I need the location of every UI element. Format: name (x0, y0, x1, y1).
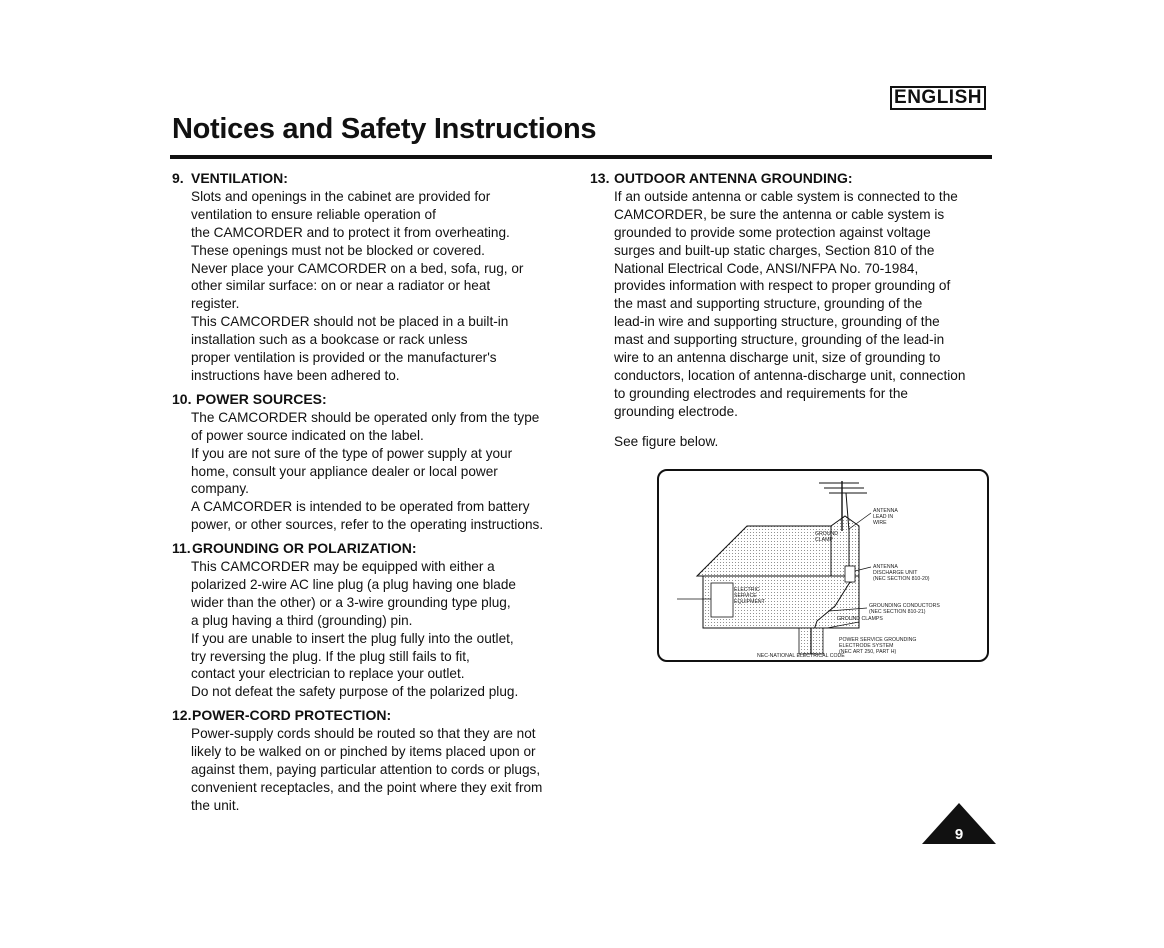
section-title: GROUNDING OR POLARIZATION: (192, 540, 417, 557)
svg-text:ANTENNADISCHARGE UNIT(NEC SECT (873, 564, 930, 582)
label-grounding-conductors: GROUNDING CONDUCTORS (869, 603, 940, 609)
section-number: 13. (590, 170, 610, 186)
section-number: 11. (172, 540, 191, 557)
antenna-grounding-figure (657, 469, 989, 662)
section-number: 9. (172, 170, 184, 186)
section-number: 12. (172, 707, 192, 724)
label-clamp: CLAMP (815, 537, 833, 543)
section-outdoor-antenna-grounding (590, 170, 992, 421)
page-number: 9 (954, 826, 964, 843)
section-power-sources (172, 391, 572, 534)
section-heading (172, 391, 572, 409)
section-body: This CAMCORDER may be equipped with either a polarized 2-wire AC line plug (a plug having one blade wider than the other) or a 3-wire grounding type plug, a plug having a third (grounding) pin. If you are unable to insert the plug fully into the outlet, try reversing the plug. If the plug still fails to fit, contact your electrician to replace your outlet. Do not defeat the safety purpose of the polarized plug. (191, 559, 519, 700)
label-lead-in: LEAD IN (873, 514, 894, 520)
title-rule (170, 155, 992, 159)
discharge-unit (845, 566, 855, 582)
label-wire: WIRE (873, 520, 887, 526)
label-nec-art-250: (NEC ART 250, PART H) (839, 649, 897, 655)
label-discharge-unit: DISCHARGE UNIT (873, 570, 918, 576)
page-title: Notices and Safety Instructions (172, 113, 597, 145)
section-heading (172, 540, 572, 558)
left-column (172, 170, 572, 821)
label-electric: ELECTRIC (734, 587, 760, 593)
section-title: VENTILATION: (191, 170, 288, 186)
section-title: POWER SOURCES: (196, 390, 327, 407)
section-title: OUTDOOR ANTENNA GROUNDING: (614, 170, 853, 186)
section-grounding-polarization (172, 540, 572, 701)
section-ventilation (172, 170, 572, 385)
section-body: Power-supply cords should be routed so that they are not likely to be walked on or pinched by items placed upon or against them, paying particular attention to cords or plugs, convenient receptacles, and the point where they exit from the unit. (191, 726, 543, 813)
page-number-marker (922, 803, 996, 844)
section-body: Slots and openings in the cabinet are provided for ventilation to ensure reliable operation of the CAMCORDER and to protect it from overheating. These openings must not be blocked or covered. Never place your CAMCORDER on a bed, sofa, rug, or other similar surface: on or near a radiator or heat register. This CAMCORDER should not be placed in a built-in installation such as a bookcase or rack unless proper ventilation is provided or the manufacturer's instructions have been adhered to. (191, 188, 524, 383)
service-box (711, 583, 733, 617)
label-power-service: POWER SERVICE GROUNDING (839, 637, 917, 643)
label-nec-810-20: (NEC SECTION 810-20) (873, 576, 930, 582)
see-figure-note: See figure below. (614, 433, 719, 449)
section-heading (172, 170, 572, 188)
section-power-cord-protection (172, 707, 572, 814)
antenna-grounding-diagram (659, 471, 987, 660)
svg-text:POWER SERVICE GROUNDINGELECTRO (839, 637, 916, 655)
house-roof (697, 526, 831, 576)
label-equipment: EQUIPMENT (734, 599, 765, 605)
label-antenna: ANTENNA (873, 508, 898, 514)
section-title: POWER-CORD PROTECTION: (192, 707, 392, 724)
label-nec-810-21: (NEC SECTION 810-21) (869, 609, 926, 615)
section-body: The CAMCORDER should be operated only from the type of power source indicated on the label. If you are not sure of the type of power supply at your home, consult your appliance dealer or local power company. A CAMCORDER is intended to be operated from battery power, or other sources, refer to the operating instructions. (191, 409, 544, 533)
section-number: 10. (172, 390, 192, 407)
section-heading (590, 170, 992, 188)
language-badge: ENGLISH (890, 86, 986, 110)
section-heading (172, 707, 572, 725)
label-nec: NEC-NATIONAL ELECTRICAL CODE (757, 653, 845, 659)
label-antenna-du: ANTENNA (873, 564, 898, 570)
section-body: If an outside antenna or cable system is connected to the CAMCORDER, be sure the antenna or cable system is grounded to provide some protection against voltage surges and built-up static charges, Section 810 of the National Electrical Code, ANSI/NFPA No. 70-1984, provides information with respect to proper grounding of the mast and supporting structure, grounding of the lead-in wire and supporting structure, grounding of the mast and supporting structure, grounding of the lead-in wire to an antenna discharge unit, size of grounding to conductors, location of antenna-discharge unit, connection to grounding electrodes and requirements for the grounding electrode. (614, 188, 966, 419)
label-ground: GROUND (815, 531, 839, 537)
label-service: SERVICE (734, 593, 757, 599)
svg-text:ANTENNALEAD INWIRE (873, 508, 898, 526)
label-electrode-system: ELECTRODE SYSTEM (839, 643, 894, 649)
label-ground-clamps: GROUND CLAMPS (837, 616, 883, 622)
svg-text:GROUNDING CONDUCTORS(NEC SECTI (869, 603, 940, 615)
right-column (590, 170, 992, 451)
